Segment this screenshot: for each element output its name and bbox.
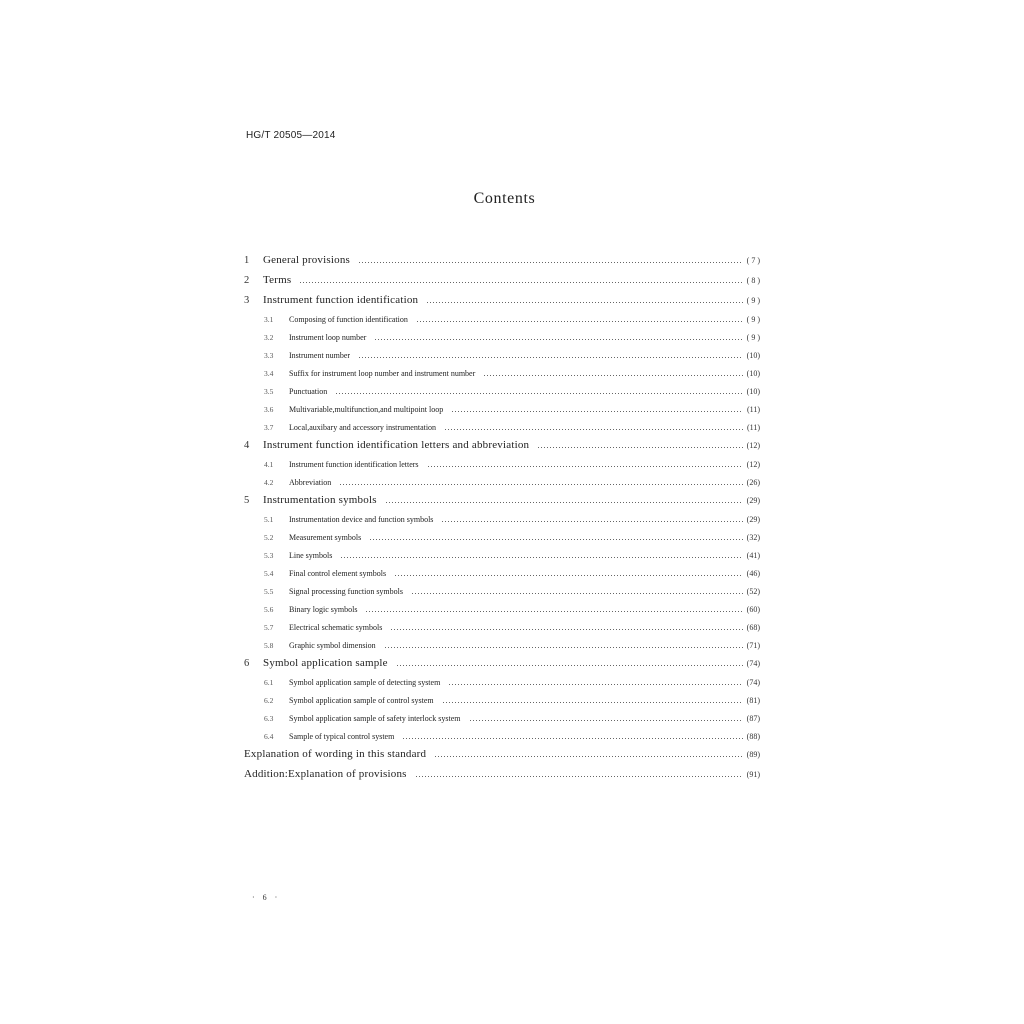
dot-leader xyxy=(390,629,742,630)
toc-entry-number: 4 xyxy=(244,439,250,451)
dot-leader xyxy=(448,684,742,685)
toc-entry-title: Symbol application sample of control system xyxy=(289,695,434,705)
toc-entry-number: 6.2 xyxy=(264,695,274,705)
toc-entry-title: Instrument function identification xyxy=(263,294,419,306)
toc-entry-number: 4.2 xyxy=(264,477,274,487)
toc-entry-page: (74) xyxy=(746,658,760,668)
toc-entry-number: 5.2 xyxy=(264,532,274,542)
dot-leader xyxy=(394,575,743,576)
dot-leader xyxy=(469,720,743,721)
toc-entry[interactable] xyxy=(244,582,760,600)
toc-entry[interactable] xyxy=(244,400,760,418)
toc-entry-number: 4.1 xyxy=(264,459,274,469)
toc-entry-title: Sample of typical control system xyxy=(289,731,395,741)
toc-entry[interactable] xyxy=(244,346,760,364)
toc-entry-page: (88) xyxy=(746,731,760,741)
toc-entry[interactable] xyxy=(244,364,760,382)
toc-entry-page: (10) xyxy=(746,386,760,396)
toc-entry-page: (89) xyxy=(746,749,760,759)
toc-entry-title: Symbol application sample xyxy=(263,657,388,669)
dot-leader xyxy=(427,466,743,467)
toc-entry-number: 6.4 xyxy=(264,731,274,741)
dot-leader xyxy=(384,647,743,648)
toc-entry-page: ( 9 ) xyxy=(746,314,760,324)
dot-leader xyxy=(340,557,742,558)
toc-entry[interactable] xyxy=(244,765,760,783)
toc-entry[interactable] xyxy=(244,436,760,454)
toc-entry-number: 6.3 xyxy=(264,713,274,723)
toc-entry-page: (11) xyxy=(746,422,760,432)
toc-entry[interactable] xyxy=(244,528,760,546)
toc-entry-number: 5.8 xyxy=(264,640,274,650)
toc-entry-title: Signal processing function symbols xyxy=(289,586,403,596)
toc-entry[interactable] xyxy=(244,564,760,582)
toc-entry-page: (10) xyxy=(746,350,760,360)
toc-entry-title: Final control element symbols xyxy=(289,568,387,578)
toc-entry[interactable] xyxy=(244,473,760,491)
toc-entry-title: Suffix for instrument loop number and instrument number xyxy=(289,368,476,378)
toc-entry-title: Terms xyxy=(263,274,292,286)
toc-entry-page: (11) xyxy=(746,404,760,414)
toc-entry[interactable] xyxy=(244,654,760,672)
toc-entry-page: (81) xyxy=(746,695,760,705)
toc-entry-title: Instrument function identification letters and abbreviation xyxy=(263,439,530,451)
toc-entry-title: Line symbols xyxy=(289,550,333,560)
toc-entry[interactable] xyxy=(244,328,760,346)
toc-entry-title: Instrument loop number xyxy=(289,332,367,342)
toc-entry-title: Instrument function identification letters xyxy=(289,459,419,469)
toc-entry-number: 6 xyxy=(244,657,250,669)
toc-entry[interactable] xyxy=(244,618,760,636)
toc-entry-title: Explanation of wording in this standard xyxy=(244,748,427,760)
toc-entry-number: 5.1 xyxy=(264,514,274,524)
toc-entry-page: (12) xyxy=(746,459,760,469)
dot-leader xyxy=(441,521,742,522)
dot-leader xyxy=(537,447,742,448)
dot-leader xyxy=(426,302,742,303)
toc-entry-page: ( 9 ) xyxy=(746,295,760,305)
dot-leader xyxy=(444,429,743,430)
dot-leader xyxy=(374,339,742,340)
dot-leader xyxy=(411,593,743,594)
toc-entry-page: (60) xyxy=(746,604,760,614)
toc-entry[interactable] xyxy=(244,418,760,436)
dot-leader xyxy=(358,357,743,358)
toc-entry-page: (46) xyxy=(746,568,760,578)
toc-entry-page: (91) xyxy=(746,769,760,779)
dot-leader xyxy=(483,375,742,376)
dot-leader xyxy=(396,665,743,666)
toc-entry-title: Multivariable,multifunction,and multipoint loop xyxy=(289,404,444,414)
toc-entry-title: Local,auxibary and accessory instrumentation xyxy=(289,422,437,432)
toc-entry-number: 5.3 xyxy=(264,550,274,560)
toc-entry-page: (32) xyxy=(746,532,760,542)
toc-entry-number: 6.1 xyxy=(264,677,274,687)
toc-entry-page: (87) xyxy=(746,713,760,723)
toc-entry[interactable] xyxy=(244,709,760,727)
toc-entry[interactable] xyxy=(244,491,760,509)
toc-entry-number: 5.6 xyxy=(264,604,274,614)
toc-entry-title: Electrical schematic symbols xyxy=(289,622,383,632)
dot-leader xyxy=(434,756,742,757)
toc-entry-page: (71) xyxy=(746,640,760,650)
toc-entry[interactable] xyxy=(244,382,760,400)
toc-entry-title: Instrument number xyxy=(289,350,351,360)
document-code: HG/T 20505—2014 xyxy=(246,130,336,141)
dot-leader xyxy=(339,484,742,485)
toc-entry-number: 5 xyxy=(244,494,250,506)
toc-entry-page: ( 8 ) xyxy=(746,275,760,285)
toc-entry-number: 5.4 xyxy=(264,568,274,578)
dot-leader xyxy=(442,702,743,703)
toc-entry[interactable] xyxy=(244,636,760,654)
page-number: · 6 · xyxy=(252,893,281,902)
toc-entry[interactable] xyxy=(244,727,760,745)
toc-entry-number: 3 xyxy=(244,294,250,306)
toc-entry-number: 3.7 xyxy=(264,422,274,432)
toc-entry[interactable] xyxy=(244,600,760,618)
toc-entry[interactable] xyxy=(244,271,760,289)
dot-leader xyxy=(402,738,742,739)
toc-entry-title: Instrumentation symbols xyxy=(263,494,377,506)
toc-entry[interactable] xyxy=(244,546,760,564)
toc-entry[interactable] xyxy=(244,251,760,269)
toc-entry-number: 3.5 xyxy=(264,386,274,396)
toc-entry[interactable] xyxy=(244,673,760,691)
dot-leader xyxy=(416,321,743,322)
toc-entry-page: (74) xyxy=(746,677,760,687)
dot-leader xyxy=(415,776,743,777)
toc-entry-title: Measurement symbols xyxy=(289,532,362,542)
toc-entry-title: Graphic symbol dimension xyxy=(289,640,376,650)
toc-entry-page: (68) xyxy=(746,622,760,632)
toc-entry-number: 3.4 xyxy=(264,368,274,378)
toc-entry[interactable] xyxy=(244,691,760,709)
toc-entry-number: 5.5 xyxy=(264,586,274,596)
toc-entry-number: 3.1 xyxy=(264,314,274,324)
dot-leader xyxy=(358,262,743,263)
dot-leader xyxy=(365,611,742,612)
toc-entry-number: 3.6 xyxy=(264,404,274,414)
toc-entry[interactable] xyxy=(244,310,760,328)
toc-entry-number: 2 xyxy=(244,274,250,286)
toc-entry-title: Symbol application sample of detecting system xyxy=(289,677,441,687)
toc-entry-title: Instrumentation device and function symbols xyxy=(289,514,434,524)
toc-entry-number: 1 xyxy=(244,254,250,266)
toc-entry-page: (41) xyxy=(746,550,760,560)
dot-leader xyxy=(335,393,742,394)
toc-entry-title: Binary logic symbols xyxy=(289,604,358,614)
toc-entry-page: (10) xyxy=(746,368,760,378)
toc-entry-page: (29) xyxy=(746,514,760,524)
toc-entry-title: General provisions xyxy=(263,254,350,266)
toc-entry[interactable] xyxy=(244,291,760,309)
toc-entry-page: (12) xyxy=(746,440,760,450)
toc-entry-number: 5.7 xyxy=(264,622,274,632)
toc-entry-title: Punctuation xyxy=(289,386,328,396)
page-title: Contents xyxy=(473,190,536,207)
toc-entry-page: (52) xyxy=(746,586,760,596)
dot-leader xyxy=(451,411,743,412)
toc-entry-page: (26) xyxy=(746,477,760,487)
dot-leader xyxy=(299,282,742,283)
toc-entry[interactable] xyxy=(244,745,760,763)
toc-entry-title: Composing of function identification xyxy=(289,314,408,324)
toc-entry-page: ( 7 ) xyxy=(746,255,760,265)
toc-entry-number: 3.3 xyxy=(264,350,274,360)
toc-entry-title: Symbol application sample of safety interlock system xyxy=(289,713,461,723)
toc-entry-title: Addition:Explanation of provisions xyxy=(244,768,407,780)
dot-leader xyxy=(369,539,742,540)
toc-entry[interactable] xyxy=(244,510,760,528)
toc-entry-page: (29) xyxy=(746,495,760,505)
toc-entry-page: ( 9 ) xyxy=(746,332,760,342)
dot-leader xyxy=(385,502,743,503)
toc-entry-title: Abbreviation xyxy=(289,477,332,487)
toc-entry[interactable] xyxy=(244,455,760,473)
toc-entry-number: 3.2 xyxy=(264,332,274,342)
